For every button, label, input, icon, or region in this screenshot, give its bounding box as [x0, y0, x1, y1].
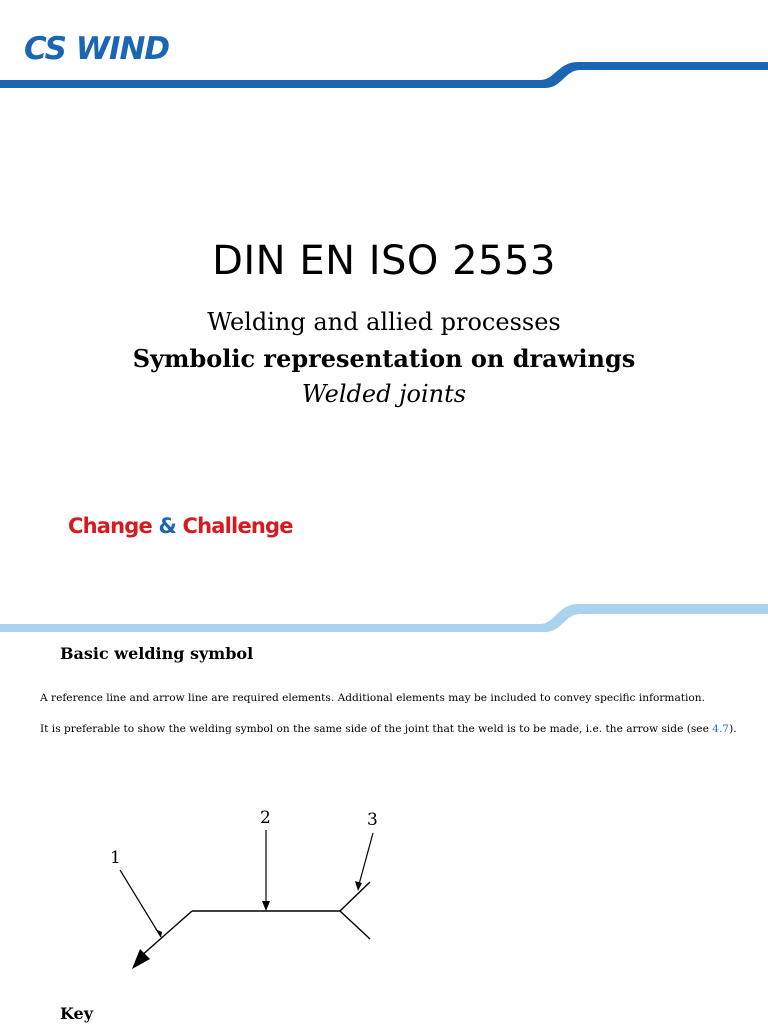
- leader-arrowhead-3: [355, 881, 362, 891]
- welding-symbol-diagram: [100, 795, 400, 985]
- arrow-line: [140, 911, 192, 957]
- key-heading: Key: [60, 1004, 94, 1023]
- slogan: [68, 514, 293, 538]
- paragraph-2: [40, 723, 737, 735]
- paragraph-2-end: ).: [729, 723, 737, 735]
- subtitle-line-3: Welded joints: [301, 380, 467, 408]
- header-banner-bar: [0, 56, 768, 90]
- section-link-4-7[interactable]: 4.7: [712, 723, 730, 735]
- leader-arrowhead-2: [262, 901, 270, 911]
- document-title: DIN EN ISO 2553: [212, 238, 556, 284]
- section-heading: Basic welding symbol: [60, 644, 254, 663]
- subtitle-line-1: Welding and allied processes: [207, 308, 561, 336]
- arrowhead: [132, 949, 150, 969]
- slogan-challenge: Challenge: [182, 514, 293, 538]
- footer-banner-bar: [0, 600, 768, 634]
- tail-lower: [340, 911, 370, 939]
- figure-label-1: 1: [110, 848, 121, 868]
- paragraph-1: A reference line and arrow line are required elements. Additional elements may be included to convey specific information.: [40, 692, 706, 704]
- subtitle-line-2: Symbolic representation on drawings: [132, 344, 636, 373]
- cs-wind-logo: CS WIND: [24, 31, 170, 67]
- slogan-change: Change: [68, 514, 152, 538]
- slogan-ampersand: &: [158, 514, 176, 538]
- figure-label-3: 3: [367, 810, 378, 830]
- figure-label-2: 2: [260, 808, 271, 828]
- leader-arrowhead-1: [155, 929, 162, 937]
- leader-line-3: [358, 833, 373, 888]
- tail-upper: [340, 882, 370, 911]
- paragraph-2-text: It is preferable to show the welding symbol on the same side of the joint that the weld is to be made, i.e. the arrow side (see: [40, 723, 713, 735]
- leader-line-1: [120, 870, 161, 937]
